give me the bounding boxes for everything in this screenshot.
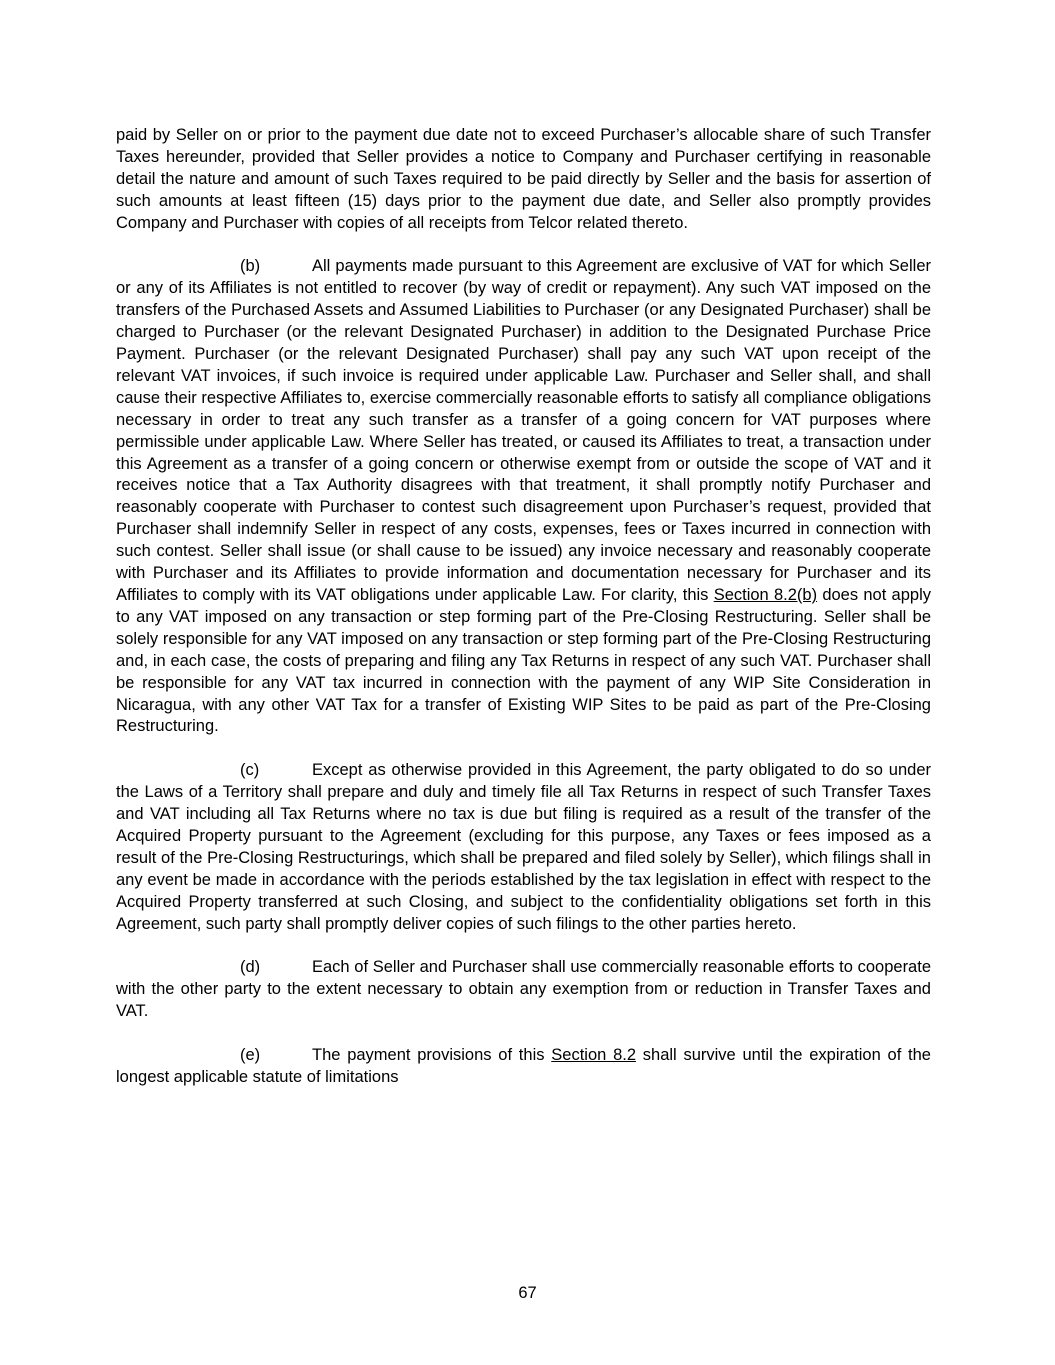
- paragraph-number: (b): [240, 257, 261, 276]
- section-reference-link[interactable]: Section 8.2: [551, 1046, 636, 1064]
- paragraph-text: does not apply to any VAT imposed on any transaction or step forming part of the Pre-Closing Restructuring. Seller shall be solely responsible for any VAT imposed on any transaction or step forming part of the Pre-Closing Restructuring and, in each case, the costs of preparing and filing any Tax Returns in respect of any such VAT. Purchaser shall be responsible for any VAT tax incurred in connection with the payment of any WIP Site Consideration in Nicaragua, with any other VAT Tax for a transfer of Existing WIP Sites to be paid as part of the Pre-Closing Restructuring.: [116, 586, 931, 736]
- paragraph-text: shall survive until the expiration of the longest applicable statute of limitations: [116, 1046, 931, 1086]
- page-number: 67: [518, 1284, 537, 1302]
- paragraph-text: Except as otherwise provided in this Agreement, the party obligated to do so under the Laws of a Territory shall prepare and duly and timely file all Tax Returns in respect of such Transfer Taxes and VAT including all Tax Returns where no tax is due but filing is required as a result of the transfer of the Acquired Property pursuant to the Agreement (excluding for this purpose, any Taxes or fees imposed as a result of the Pre-Closing Restructurings, which shall be prepared and filed solely by Seller), which filings shall in any event be made in accordance with the periods established by the tax legislation in effect with respect to the Acquired Property transferred at such Closing, and subject to the confidentiality obligations set forth in this Agreement, such party shall promptly deliver copies of such filings to the other parties hereto.: [116, 761, 931, 933]
- paragraph-number: (d): [240, 958, 261, 977]
- paragraph-number: (e): [240, 1046, 261, 1064]
- paragraph-d: [116, 957, 931, 1023]
- paragraph-number: (c): [240, 761, 260, 780]
- paragraph-b: [116, 256, 931, 738]
- paragraph-text: The payment provisions of this: [312, 1046, 545, 1064]
- paragraph-text: Each of Seller and Purchaser shall use commercially reasonable efforts to cooperate with the other party to the extent necessary to obtain any exemption from or reduction in Transfer Taxes and VAT.: [116, 958, 931, 1021]
- paragraph-c: [116, 760, 931, 935]
- document-body: [116, 125, 931, 1111]
- paragraph-text: paid by Seller on or prior to the payment due date not to exceed Purchaser’s allocable share of such Transfer Taxes hereunder, provided that Seller provides a notice to Company and Purchaser certifying in reasonable detail the nature and amount of such Taxes required to be paid directly by Seller and the basis for assertion of such amounts at least fifteen (15) days prior to the payment due date, and Seller also promptly provides Company and Purchaser with copies of all receipts from Telcor related thereto.: [116, 126, 931, 232]
- section-reference-link[interactable]: Section 8.2(b): [713, 586, 818, 605]
- paragraph-continuation: [116, 125, 931, 235]
- paragraph-text: All payments made pursuant to this Agreement are exclusive of VAT for which Seller or any of its Affiliates is not entitled to recover (by way of credit or repayment). Any such VAT imposed on the transfers of the Purchased Assets and Assumed Liabilities to Purchaser (or any Designated Purchaser) shall be charged to Purchaser (or the relevant Designated Purchaser) in addition to the Designated Purchase Price Payment. Purchaser (or the relevant Designated Purchaser) shall pay any such VAT upon receipt of the relevant VAT invoices, if such invoice is required under applicable Law. Purchaser and Seller shall, and shall cause their respective Affiliates to, exercise commercially reasonable efforts to satisfy all compliance obligations necessary in order to treat any such transfer as a transfer of a going concern for VAT purposes where permissible under applicable Law. Where Seller has treated, or caused its Affiliates to treat, a transaction under this Agreement as a transfer of a going concern or otherwise exempt from or outside the scope of VAT and it receives notice that a Tax Authority disagrees with that treatment, it shall promptly notify Purchaser and reasonably cooperate with Purchaser to contest such disagreement upon Purchaser’s request, provided that Purchaser shall indemnify Seller in respect of any costs, expenses, fees or Taxes incurred in connection with such contest. Seller shall issue (or shall cause to be issued) any invoice necessary and reasonably cooperate with Purchaser and its Affiliates to provide information and documentation necessary for Purchaser and its Affiliates to comply with its VAT obligations under applicable Law. For clarity, this: [116, 257, 931, 605]
- paragraph-e: [116, 1045, 931, 1089]
